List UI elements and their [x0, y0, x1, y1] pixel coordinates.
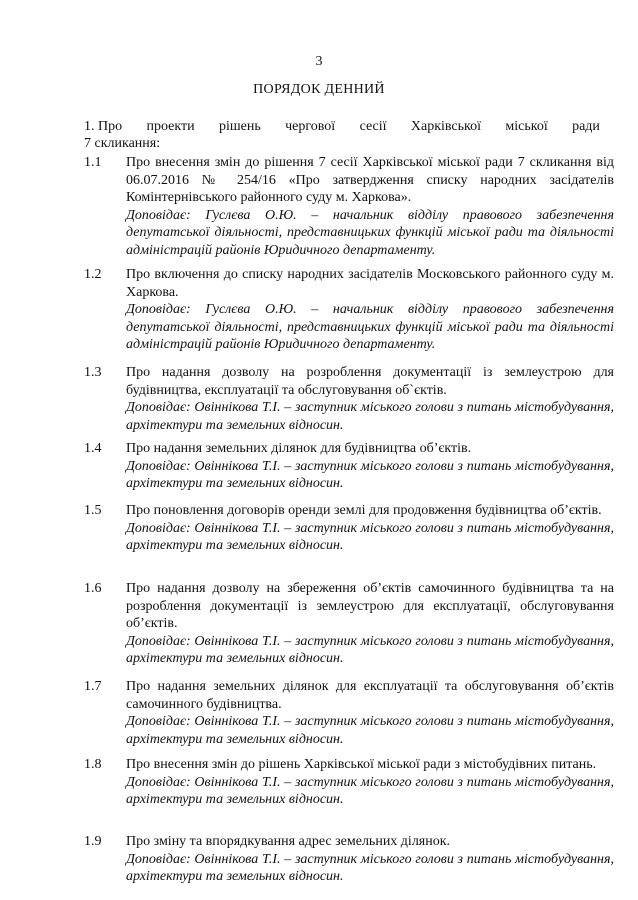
page-title: ПОРЯДОК ДЕННИЙ — [253, 82, 385, 97]
item-number: 1.4 — [84, 441, 102, 456]
page-number: 3 — [315, 54, 323, 69]
item-speaker: Доповідає: Овіннікова Т.І. – заступник міського голови з питань містобудування, архітектури та земельних відносин. — [126, 633, 614, 666]
intro-word: чергової — [285, 119, 336, 134]
item-body — [126, 154, 614, 259]
item-body — [126, 756, 614, 809]
item-subject: Про надання дозволу на розроблення документації із землеустрою для будівництва, експлуатації та обслуговування об`єктів. — [126, 365, 614, 398]
item-body — [126, 502, 614, 555]
item-body — [126, 440, 614, 493]
intro-line-1 — [84, 118, 600, 135]
item-body — [126, 266, 614, 354]
item-subject: Про включення до списку народних засідателів Московського районного суду м. Харкова. — [126, 267, 614, 300]
item-number: 1.2 — [84, 267, 102, 282]
item-number: 1.8 — [84, 757, 102, 772]
item-body — [126, 833, 614, 886]
item-number: 1.9 — [84, 834, 102, 849]
agenda-intro — [84, 118, 600, 152]
item-subject: Про поновлення договорів оренди землі для продовження будівництва об’єктів. — [126, 503, 602, 518]
item-body — [126, 580, 614, 668]
intro-word: ради — [572, 119, 600, 134]
intro-word: проекти — [146, 119, 195, 134]
intro-word: Харківської — [410, 119, 482, 134]
intro-word: міської — [505, 119, 548, 134]
intro-word: 1. Про — [84, 119, 123, 134]
item-subject: Про надання земельних ділянок для експлуатації та обслуговування об’єктів самочинного будівництва. — [126, 679, 614, 712]
item-speaker: Доповідає: Овіннікова Т.І. – заступник міського голови з питань містобудування, архітектури та земельних відносин. — [126, 458, 614, 491]
item-subject: Про надання земельних ділянок для будівництва об’єктів. — [126, 441, 472, 456]
intro-word: рішень — [218, 119, 261, 134]
item-speaker: Доповідає: Овіннікова Т.І. – заступник міського голови з питань містобудування, архітектури та земельних відносин. — [126, 400, 614, 433]
item-subject: Про надання дозволу на збереження об’єктів самочинного будівництва та на розроблення документації із землеустрою для експлуатації, обслуговування об’єктів. — [126, 581, 614, 631]
item-body — [126, 678, 614, 748]
item-speaker: Доповідає: Овіннікова Т.І. – заступник міського голови з питань містобудування, архітектури та земельних відносин. — [126, 851, 614, 884]
item-number: 1.7 — [84, 679, 102, 694]
item-subject: Про внесення змін до рішень Харківської міської ради з містобудівних питань. — [126, 757, 597, 772]
item-speaker: Доповідає: Гуслєва О.Ю. – начальник відділу правового забезпечення депутатської діяльності, представницьких функцій міської ради та діяльності адміністрацій районів Юридичного департаменту. — [126, 302, 614, 352]
item-number: 1.5 — [84, 503, 102, 518]
item-number: 1.3 — [84, 365, 102, 380]
item-subject: Про зміну та впорядкування адрес земельних ділянок. — [126, 834, 451, 849]
item-body — [126, 364, 614, 434]
item-subject: Про внесення змін до рішення 7 сесії Харківської міської ради 7 скликання від 06.07.2016 № 254/16 «Про затвердження списку народних засідателів Комінтернівського районного суду м. Харкова». — [126, 155, 614, 205]
item-speaker: Доповідає: Овіннікова Т.І. – заступник міського голови з питань містобудування, архітектури та земельних відносин. — [126, 774, 614, 807]
intro-word: сесії — [359, 119, 387, 134]
intro-line-2: 7 скликання: — [84, 136, 161, 151]
item-speaker: Доповідає: Овіннікова Т.І. – заступник міського голови з питань містобудування, архітектури та земельних відносин. — [126, 714, 614, 747]
item-number: 1.6 — [84, 581, 102, 596]
item-number: 1.1 — [84, 155, 102, 170]
item-speaker: Доповідає: Гуслєва О.Ю. – начальник відділу правового забезпечення депутатської діяльності, представницьких функцій міської ради та діяльності адміністрацій районів Юридичного департаменту. — [126, 207, 614, 258]
item-speaker: Доповідає: Овіннікова Т.І. – заступник міського голови з питань містобудування, архітектури та земельних відносин. — [126, 520, 614, 553]
